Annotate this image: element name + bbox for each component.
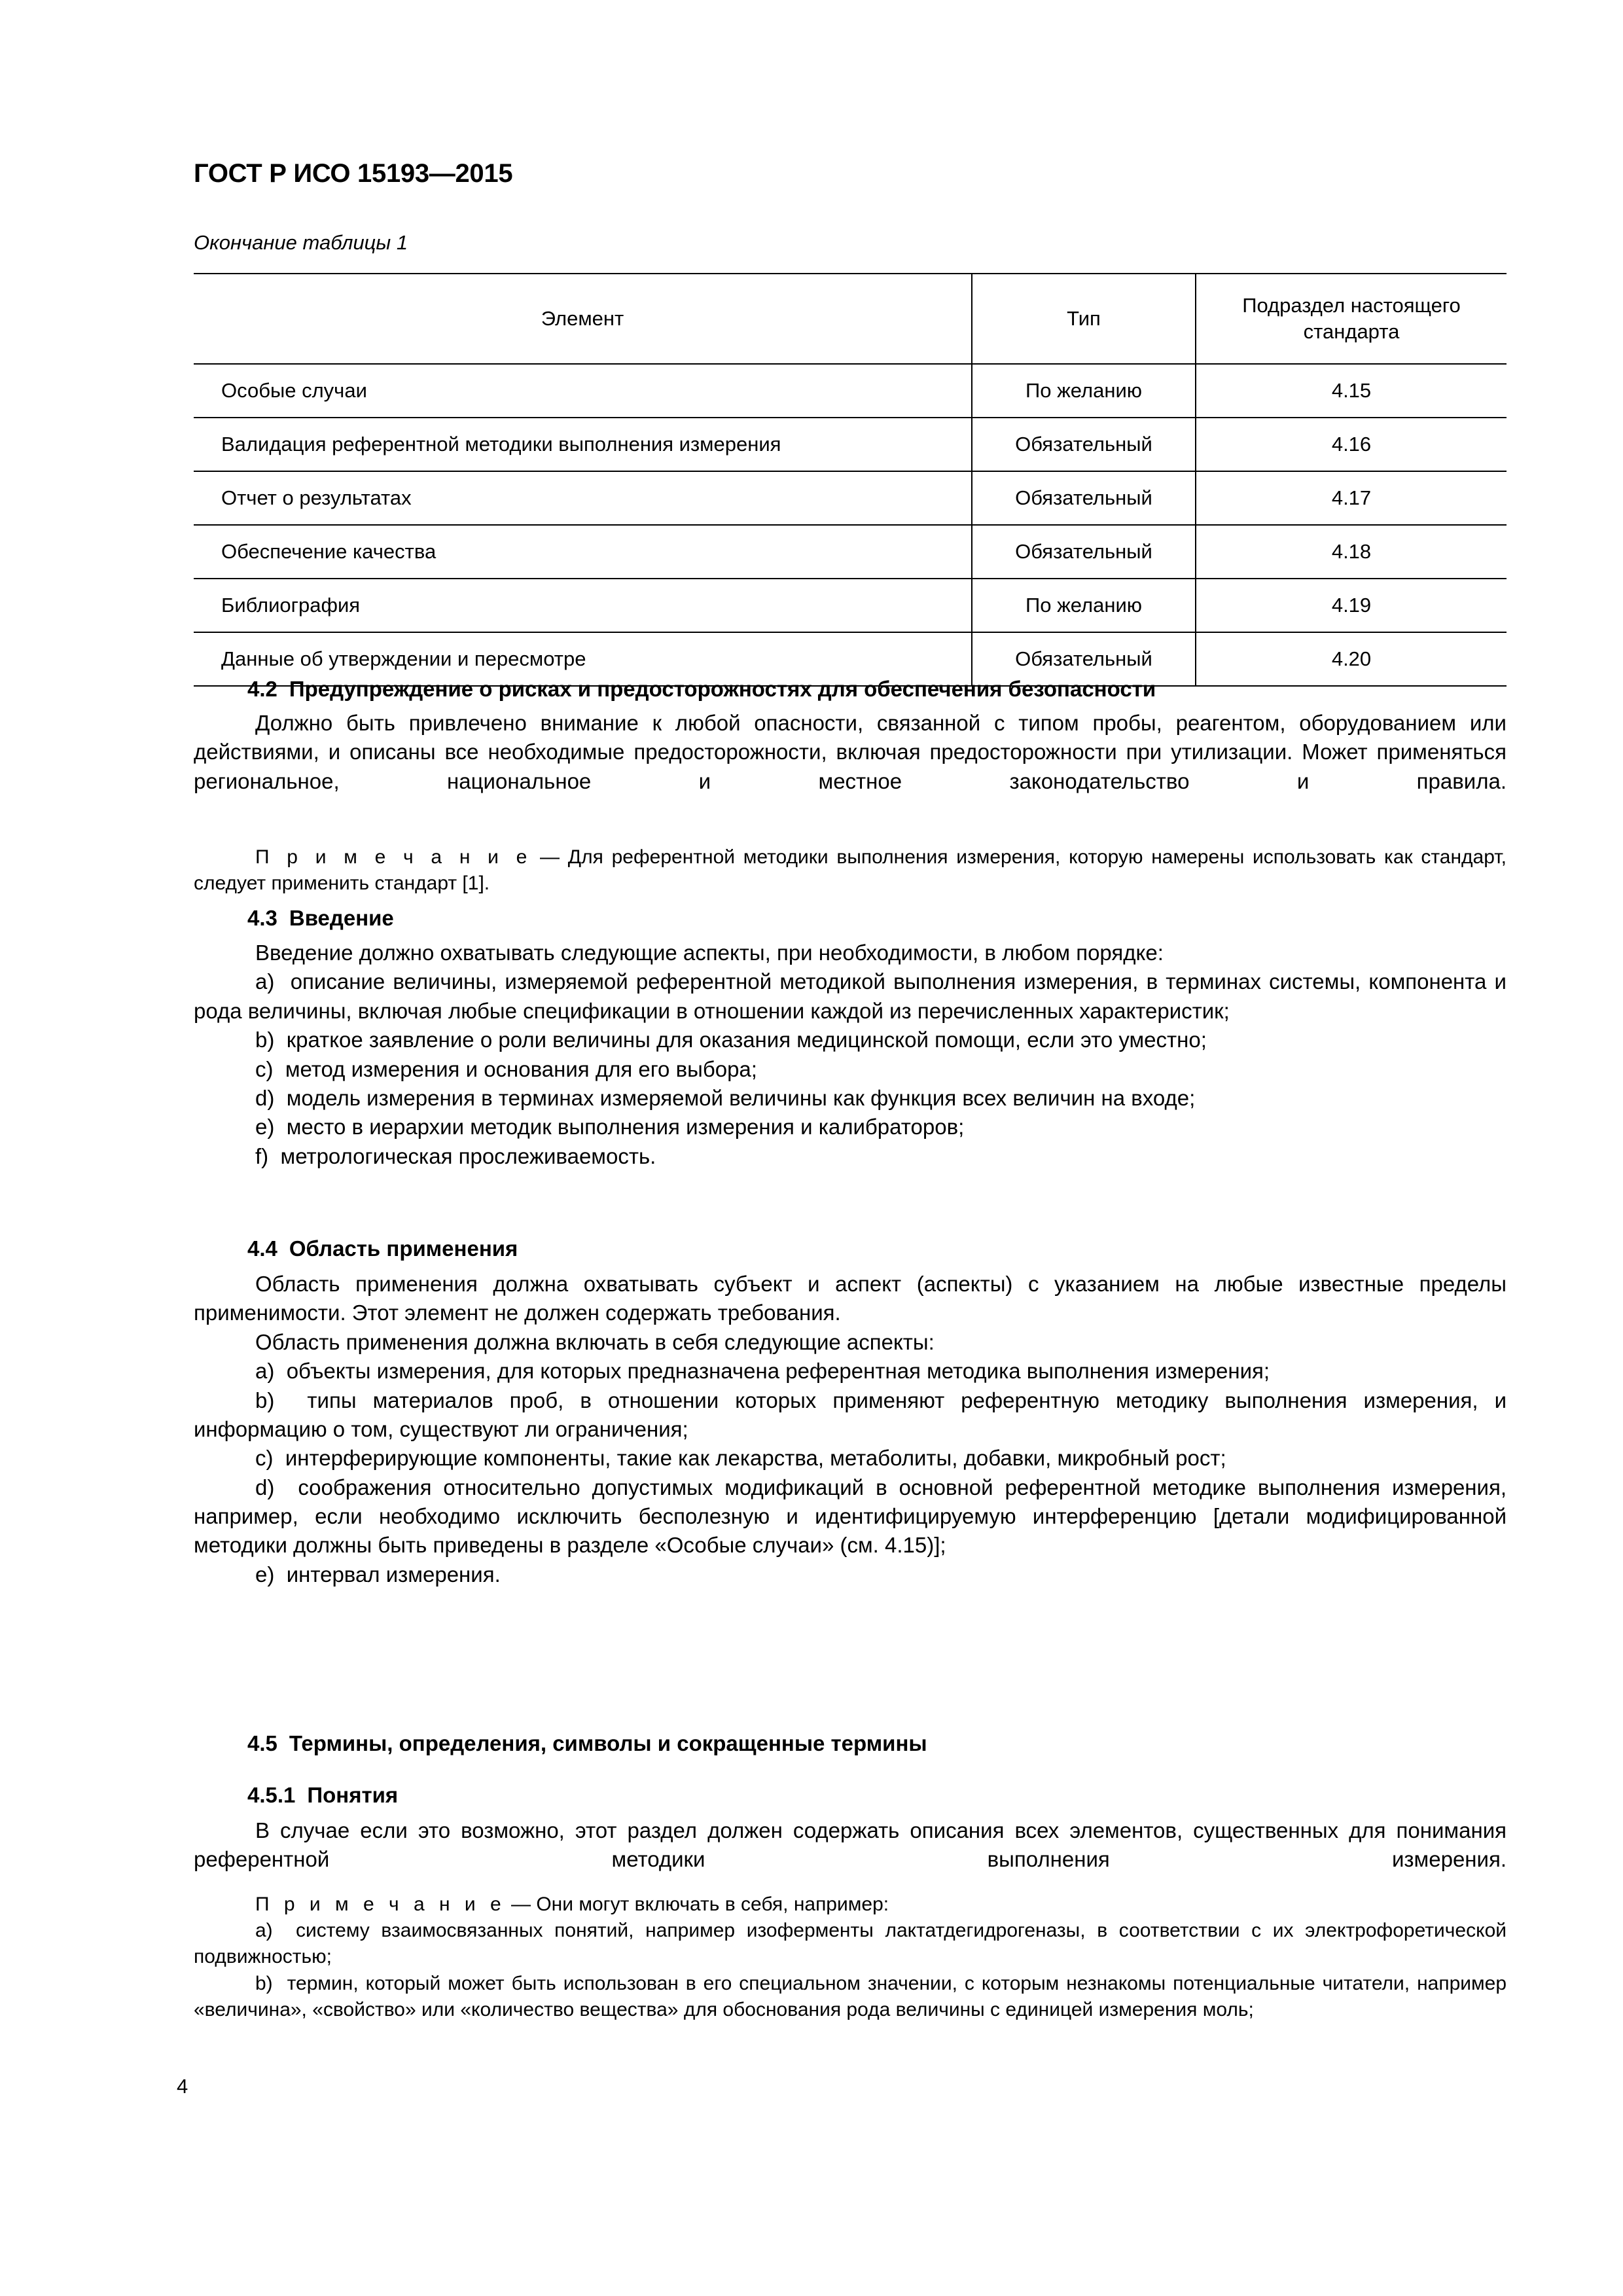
table-row xyxy=(194,471,1507,525)
list-item xyxy=(194,1386,1507,1444)
section-4-5 xyxy=(194,1731,1507,1757)
note-paragraph xyxy=(194,844,1507,897)
elements-table xyxy=(194,273,1507,687)
cell-type: Обязательный xyxy=(972,632,1196,686)
table-row xyxy=(194,525,1507,579)
list-item-text: место в иерархии методик выполнения измерения и калибраторов; xyxy=(286,1115,965,1139)
list-item xyxy=(194,1055,1507,1084)
list-item-text: метод измерения и основания для его выбора; xyxy=(285,1056,757,1081)
list-item-text: интерферирующие компоненты, такие как лекарства, метаболиты, добавки, микробный рост; xyxy=(285,1446,1226,1471)
list-item xyxy=(194,1560,1507,1589)
note-dash: — xyxy=(505,1893,537,1915)
section-4-4-heading xyxy=(194,1236,1507,1262)
cell-type: Обязательный xyxy=(972,525,1196,579)
list-item-marker: a) xyxy=(255,1359,275,1384)
table-header-row xyxy=(194,274,1507,364)
cell-subclause: 4.18 xyxy=(1196,525,1507,579)
list-item-text: типы материалов проб, в отношении которых применяют референтную методику выполнения измерения, и информацию о том, существуют ли ограничения; xyxy=(194,1388,1507,1441)
list-item-marker: b) xyxy=(255,1972,273,1994)
cell-subclause: 4.15 xyxy=(1196,364,1507,418)
cell-element: Отчет о результатах xyxy=(194,471,972,525)
cell-subclause: 4.17 xyxy=(1196,471,1507,525)
section-4-4-title: Область применения xyxy=(289,1236,518,1261)
section-4-3-heading xyxy=(194,905,1507,931)
list-item xyxy=(194,1918,1507,1970)
running-head: ГОСТ Р ИСО 15193—2015 xyxy=(194,159,513,188)
list-item-text: термин, который может быть использован в его специальном значении, с которым незнакомы потенциальные читатели, например «величина», «свойство» или «количество вещества» для обоснования рода величины с единицей измерения моль; xyxy=(194,1972,1507,2020)
list-item xyxy=(194,1971,1507,2023)
section-4-5-number: 4.5 xyxy=(247,1731,277,1755)
list-item-text: описание величины, измеряемой референтной методикой выполнения измерения, в терминах системы, компонента и рода величины, включая любые спецификации в отношении каждой из перечисленных характеристик; xyxy=(194,969,1507,1023)
list-item-marker: a) xyxy=(255,1920,273,1942)
list-item xyxy=(194,1084,1507,1113)
paragraph: Введение должно охватывать следующие аспекты, при необходимости, в любом порядке: xyxy=(255,941,1164,965)
paragraph: Должно быть привлечено внимание к любой опасности, связанной с типом пробы, реагентом, оборудованием или действиями, и описаны все необходимые предосторожности, включая предосторожности при утилизации. Может применяться региональное, национальное и местное законодательство и правила. xyxy=(194,711,1507,793)
section-4-5-1 xyxy=(194,1782,1507,1808)
list-item xyxy=(194,1357,1507,1386)
section-4-3-number: 4.3 xyxy=(247,906,277,930)
note-label: П р и м е ч а н и е xyxy=(255,846,532,868)
list-item-text: модель измерения в терминах измеряемой величины как функция всех величин на входе; xyxy=(286,1085,1196,1110)
list-item-marker: d) xyxy=(255,1475,275,1499)
section-4-4 xyxy=(194,1236,1507,1262)
list-item-marker: e) xyxy=(255,1562,275,1587)
table-header-type: Тип xyxy=(972,274,1196,364)
list-item-marker: e) xyxy=(255,1115,275,1139)
list-item xyxy=(194,1113,1507,1141)
list-item-text: соображения относительно допустимых модификаций в основной референтной методике выполнения измерения, например, если необходимо исключить бесполезную и идентифицируемую интерференцию [детали модифицированной методики должны быть приведены в разделе «Особые случаи» (см. 4.15)]; xyxy=(194,1475,1507,1558)
list-item xyxy=(194,1142,1507,1171)
cell-element: Данные об утверждении и пересмотре xyxy=(194,632,972,686)
table-body xyxy=(194,364,1507,686)
cell-type: Обязательный xyxy=(972,471,1196,525)
table-header-element: Элемент xyxy=(194,274,972,364)
note-text: Они могут включать в себя, например: xyxy=(536,1893,889,1915)
cell-type: По желанию xyxy=(972,579,1196,632)
section-4-3-title: Введение xyxy=(289,906,394,930)
cell-subclause: 4.19 xyxy=(1196,579,1507,632)
cell-element: Валидация референтной методики выполнения измерения xyxy=(194,418,972,471)
cell-subclause: 4.16 xyxy=(1196,418,1507,471)
list-item-marker: d) xyxy=(255,1085,275,1110)
table-caption: Окончание таблицы 1 xyxy=(194,231,408,254)
section-4-5-1-number: 4.5.1 xyxy=(247,1783,296,1807)
list-item-text: объекты измерения, для которых предназначена референтная методика выполнения измерения; xyxy=(286,1359,1270,1384)
section-4-5-1-body xyxy=(194,1816,1507,1874)
list-item xyxy=(194,967,1507,1026)
section-4-5-1-heading xyxy=(194,1782,1507,1808)
note-text: Для референтной методики выполнения измерения, которую намерены использовать как стандарт, следует применить стандарт [1]. xyxy=(194,846,1507,895)
list-item-marker: c) xyxy=(255,1446,274,1471)
section-4-4-body xyxy=(194,1270,1507,1589)
section-4-3-body xyxy=(194,939,1507,1171)
cell-type: По желанию xyxy=(972,364,1196,418)
list-item-marker: a) xyxy=(255,969,275,994)
note-4-5-1 xyxy=(194,1892,1507,2023)
paragraph: В случае если это возможно, этот раздел должен содержать описания всех элементов, существенных для понимания референтной методики выполнения измерения. xyxy=(194,1818,1507,1872)
section-4-2 xyxy=(194,676,1507,702)
section-4-5-title: Термины, определения, символы и сокращенные термины xyxy=(289,1731,927,1755)
list-item-marker: b) xyxy=(255,1388,275,1412)
cell-subclause: 4.20 xyxy=(1196,632,1507,686)
paragraph: Область применения должна включать в себя следующие аспекты: xyxy=(255,1329,935,1354)
section-4-2-body xyxy=(194,709,1507,796)
note-paragraph xyxy=(194,1892,1507,1918)
list-item-text: краткое заявление о роли величины для оказания медицинской помощи, если это уместно; xyxy=(286,1028,1207,1052)
list-item-text: метрологическая прослеживаемость. xyxy=(280,1143,656,1168)
cell-element: Библиография xyxy=(194,579,972,632)
paragraph: Область применения должна охватывать субъект и аспект (аспекты) с указанием на любые известные пределы применимости. Этот элемент не должен содержать требования. xyxy=(194,1272,1507,1325)
table-header-subclause: Подраздел настоящего стандарта xyxy=(1196,274,1507,364)
list-item-marker: f) xyxy=(255,1143,269,1168)
table-row xyxy=(194,418,1507,471)
section-4-2-number: 4.2 xyxy=(247,677,277,701)
list-item xyxy=(194,1026,1507,1054)
section-4-2-title: Предупреждение о рисках и предосторожностях для обеспечения безопасности xyxy=(289,677,1156,701)
table-1-continuation xyxy=(194,273,1507,687)
section-4-3 xyxy=(194,905,1507,931)
list-item-text: интервал измерения. xyxy=(286,1562,501,1587)
list-item-marker: b) xyxy=(255,1028,275,1052)
note-label: П р и м е ч а н и е xyxy=(255,1893,506,1915)
section-4-5-heading xyxy=(194,1731,1507,1757)
note-dash: — xyxy=(531,846,568,868)
section-4-5-1-title: Понятия xyxy=(307,1783,399,1807)
list-item xyxy=(194,1473,1507,1560)
table-row xyxy=(194,579,1507,632)
cell-type: Обязательный xyxy=(972,418,1196,471)
cell-element: Обеспечение качества xyxy=(194,525,972,579)
list-item-marker: c) xyxy=(255,1056,274,1081)
cell-element: Особые случаи xyxy=(194,364,972,418)
list-item-text: систему взаимосвязанных понятий, например изоферменты лактатдегидрогеназы, в соответствии с их электрофоретической подвижностью; xyxy=(194,1920,1507,1968)
note-4-2 xyxy=(194,844,1507,897)
section-4-4-number: 4.4 xyxy=(247,1236,277,1261)
section-4-2-heading xyxy=(194,676,1507,702)
table-row xyxy=(194,364,1507,418)
list-item xyxy=(194,1444,1507,1473)
page-number: 4 xyxy=(177,2075,188,2098)
